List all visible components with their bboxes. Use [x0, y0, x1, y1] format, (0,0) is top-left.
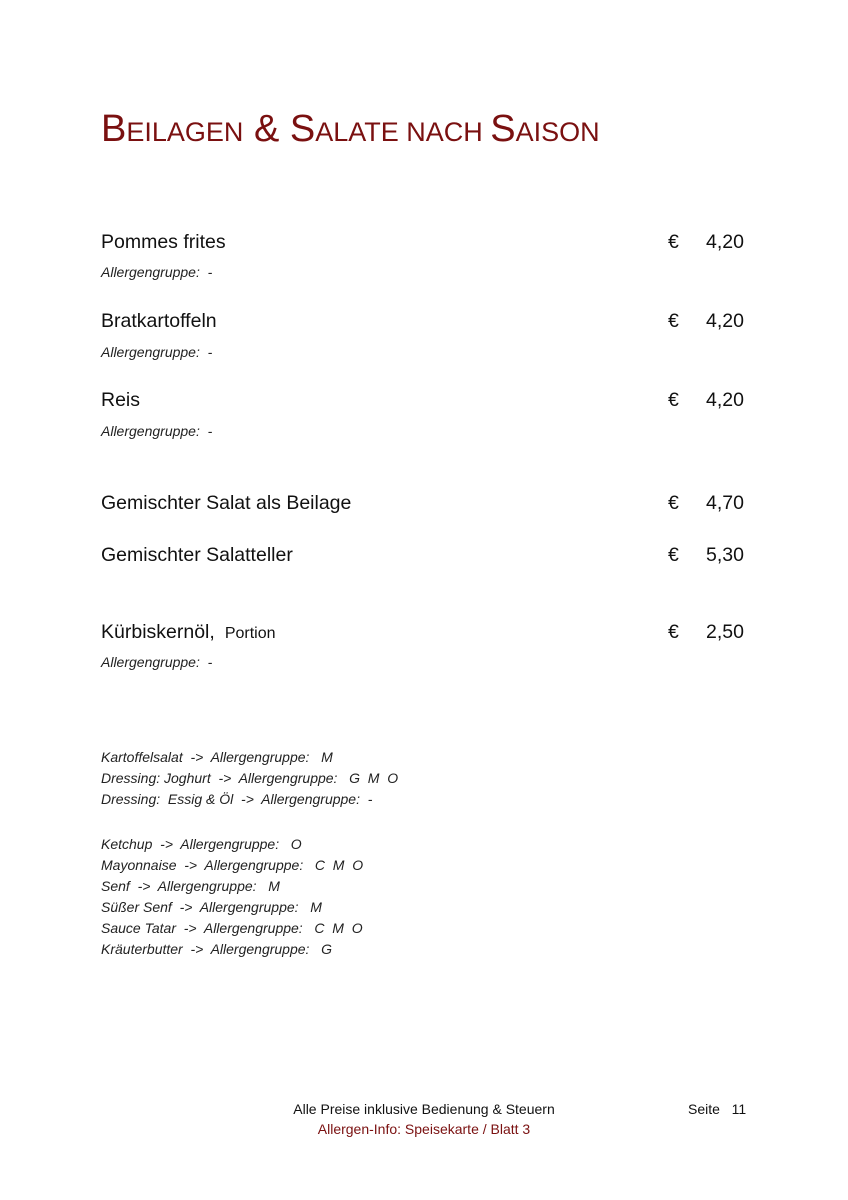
menu-item-price: 4,20	[706, 231, 744, 253]
menu-item-name: Gemischter Salat als Beilage	[101, 492, 352, 514]
currency-symbol: €	[668, 621, 679, 643]
title-part: AISON	[515, 117, 600, 147]
menu-item-portion: Portion	[224, 625, 276, 642]
currency-symbol: €	[668, 544, 679, 566]
menu-item-price: 4,20	[706, 389, 744, 411]
currency-symbol: €	[668, 389, 679, 411]
allergen-note: Kräuterbutter -> Allergengruppe: G	[101, 941, 332, 957]
footer-note: Alle Preise inklusive Bedienung & Steuern	[293, 1101, 555, 1117]
menu-item-price: 5,30	[706, 544, 744, 566]
title-part: S	[490, 108, 516, 150]
allergen-note: Mayonnaise -> Allergengruppe: C M O	[101, 857, 364, 873]
page-number: Seite 11	[688, 1101, 747, 1117]
title-part: &	[243, 108, 290, 150]
menu-item-name: Gemischter Salatteller	[101, 544, 293, 566]
title-part: B	[101, 108, 127, 150]
currency-symbol: €	[668, 231, 679, 253]
menu-item-price: 4,70	[706, 492, 744, 514]
title-part: ALATE NACH	[315, 117, 491, 147]
menu-item-price: 4,20	[706, 310, 744, 332]
title-part: EILAGEN	[126, 117, 244, 147]
allergen-note: Dressing: Joghurt -> Allergengruppe: G M O	[101, 770, 399, 786]
menu-item-name: Bratkartoffeln	[101, 310, 217, 332]
menu-item-name-text: Kürbiskernöl,	[101, 621, 215, 643]
menu-item-name	[101, 621, 276, 644]
menu-item-allergen: Allergengruppe: -	[101, 423, 213, 439]
footer-allergen-info: Allergen-Info: Speisekarte / Blatt 3	[317, 1121, 531, 1137]
title-part: S	[289, 108, 316, 150]
menu-item-name: Reis	[101, 389, 141, 411]
menu-item-price: 2,50	[706, 621, 744, 643]
allergen-note: Senf -> Allergengruppe: M	[101, 878, 280, 894]
allergen-note: Kartoffelsalat -> Allergengruppe: M	[101, 749, 333, 765]
menu-item-allergen: Allergengruppe: -	[101, 264, 213, 280]
menu-item-name: Pommes frites	[101, 231, 226, 253]
allergen-note: Süßer Senf -> Allergengruppe: M	[101, 899, 322, 915]
page-title	[101, 108, 600, 151]
menu-item-allergen: Allergengruppe: -	[101, 344, 213, 360]
menu-item-allergen: Allergengruppe: -	[101, 654, 213, 670]
allergen-note: Dressing: Essig & Öl -> Allergengruppe: -	[101, 791, 373, 807]
allergen-note: Ketchup -> Allergengruppe: O	[101, 836, 302, 852]
allergen-note: Sauce Tatar -> Allergengruppe: C M O	[101, 920, 363, 936]
currency-symbol: €	[668, 492, 679, 514]
currency-symbol: €	[668, 310, 679, 332]
